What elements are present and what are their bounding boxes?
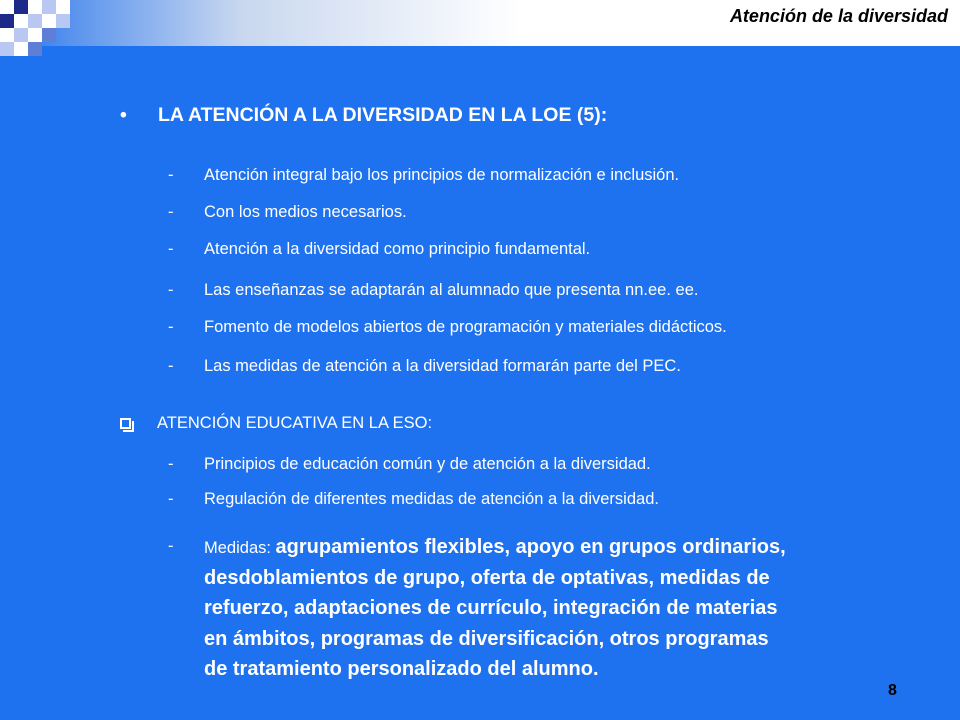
measures-line: de tratamiento personalizado del alumno. bbox=[204, 658, 599, 680]
header-title: Atención de la diversidad bbox=[729, 6, 948, 26]
dash-marker: - bbox=[168, 166, 174, 184]
list-item-text: Las medidas de atención a la diversidad formarán parte del PEC. bbox=[204, 357, 681, 375]
checkbox-bullet-icon bbox=[120, 418, 131, 429]
deco-square bbox=[42, 0, 56, 14]
list-item bbox=[168, 357, 681, 376]
list-item bbox=[168, 318, 727, 337]
deco-square bbox=[42, 28, 56, 42]
list-item-text: Principios de educación común y de atención a la diversidad. bbox=[204, 455, 651, 473]
deco-square bbox=[0, 42, 14, 56]
list-item bbox=[168, 203, 407, 222]
list-item-text: Fomento de modelos abiertos de programación y materiales didácticos. bbox=[204, 318, 727, 336]
measures-line: refuerzo, adaptaciones de currículo, integración de materias bbox=[204, 597, 778, 619]
main-heading bbox=[120, 104, 607, 127]
dash-marker: - bbox=[168, 281, 174, 299]
deco-square bbox=[28, 28, 42, 42]
measures-line bbox=[168, 532, 928, 563]
list-item bbox=[168, 490, 659, 509]
measures-text: agrupamientos flexibles, apoyo en grupos ordinarios, bbox=[275, 536, 786, 558]
dash-marker: - bbox=[168, 357, 174, 375]
list-item bbox=[168, 240, 590, 259]
list-item-text: Las enseñanzas se adaptarán al alumnado que presenta nn.ee. ee. bbox=[204, 281, 699, 299]
deco-square bbox=[28, 0, 42, 14]
deco-square bbox=[14, 0, 28, 14]
deco-square bbox=[0, 28, 14, 42]
list-item bbox=[168, 281, 698, 300]
measures-item bbox=[168, 532, 928, 685]
dash-marker: - bbox=[168, 240, 174, 258]
main-heading-text: LA ATENCIÓN A LA DIVERSIDAD EN LA LOE (5): bbox=[158, 104, 608, 126]
eso-heading bbox=[120, 414, 432, 433]
deco-square bbox=[0, 0, 14, 14]
deco-square bbox=[28, 42, 42, 56]
dash-marker: - bbox=[168, 203, 174, 221]
deco-square bbox=[56, 14, 70, 28]
deco-square bbox=[28, 14, 42, 28]
page-number: 8 bbox=[888, 682, 897, 699]
list-item bbox=[168, 166, 679, 185]
measures-label: Medidas: bbox=[204, 539, 276, 557]
deco-square bbox=[14, 28, 28, 42]
list-item-text: Regulación de diferentes medidas de atención a la diversidad. bbox=[204, 490, 659, 508]
list-item bbox=[168, 455, 651, 474]
deco-square bbox=[42, 14, 56, 28]
dash-marker: - bbox=[168, 490, 174, 508]
list-item-text: Con los medios necesarios. bbox=[204, 203, 407, 221]
list-item-text: Atención integral bajo los principios de normalización e inclusión. bbox=[204, 166, 680, 184]
deco-square bbox=[14, 14, 28, 28]
eso-heading-text: ATENCIÓN EDUCATIVA EN LA ESO: bbox=[157, 414, 433, 432]
dash-marker: - bbox=[168, 537, 174, 555]
dash-marker: - bbox=[168, 455, 174, 473]
deco-square bbox=[0, 14, 14, 28]
measures-line: desdoblamientos de grupo, oferta de optativas, medidas de bbox=[204, 566, 770, 589]
list-item-text: Atención a la diversidad como principio fundamental. bbox=[204, 240, 591, 258]
dash-marker: - bbox=[168, 318, 174, 336]
measures-line: en ámbitos, programas de diversificación, otros programas bbox=[204, 627, 769, 650]
bullet-icon: • bbox=[120, 104, 127, 126]
deco-square bbox=[14, 42, 28, 56]
deco-square bbox=[56, 0, 70, 14]
